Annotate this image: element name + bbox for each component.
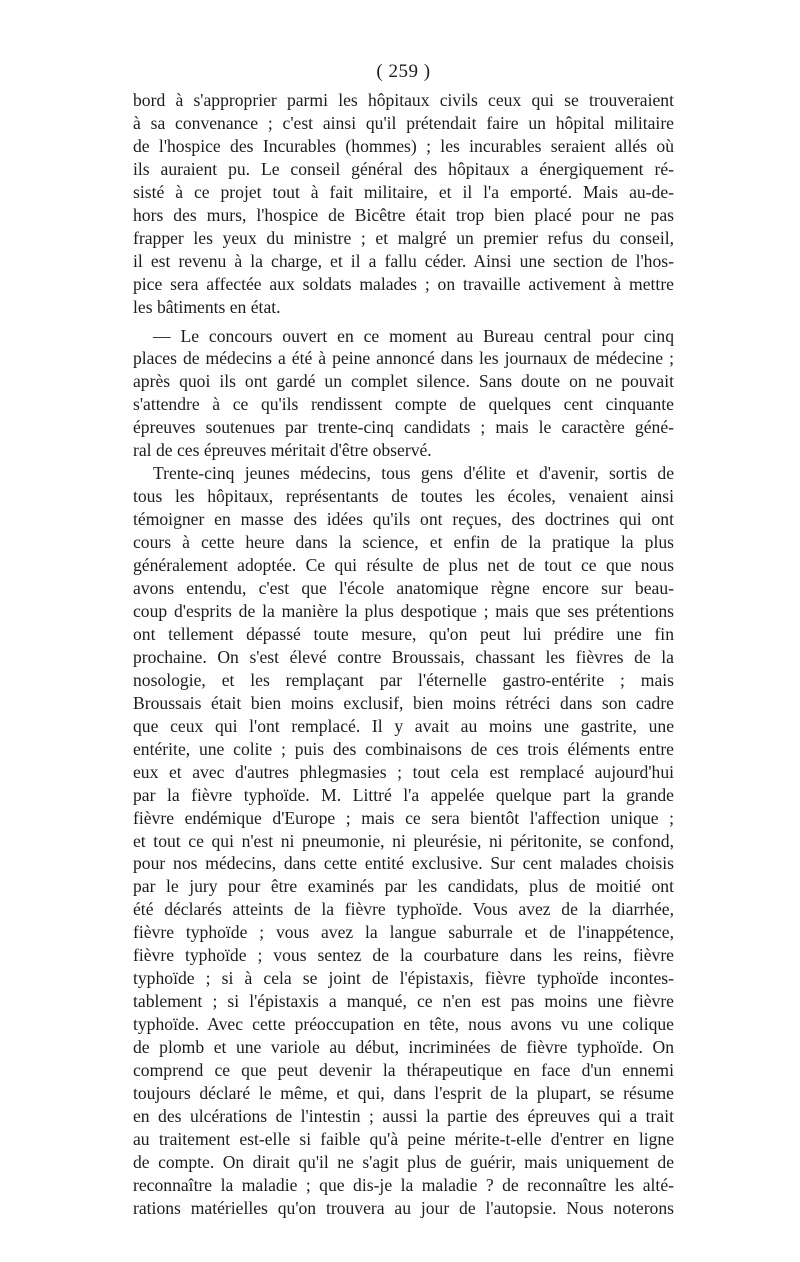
text-line: pice sera affectée aux soldats malades ; on travaille activement à mettre — [133, 273, 674, 294]
book-page — [133, 58, 674, 1220]
text-line: témoigner en masse des idées qu'ils ont reçues, des doctrines qui ont — [133, 509, 674, 530]
text-line: places de médecins a été à peine annoncé dans les journaux de médecine ; — [133, 348, 674, 369]
text-line: Broussais était bien moins exclusif, bien moins rétréci dans son cadre — [133, 692, 674, 713]
text-line: épreuves soutenues par trente-cinq candidats ; mais le caractère géné- — [133, 417, 674, 438]
text-line: après quoi ils ont gardé un complet silence. Sans doute on ne pouvait — [133, 371, 674, 392]
text-line: coup d'esprits de la manière la plus despotique ; mais que ses prétentions — [133, 600, 674, 621]
text-line: avons entendu, c'est que l'école anatomique règne encore sur beau- — [133, 578, 674, 599]
text-line: que ceux qui l'ont remplacé. Il y avait au moins une gastrite, une — [133, 715, 674, 736]
text-line: typhoïde ; si à cela se joint de l'épistaxis, fièvre typhoïde incontes- — [133, 968, 674, 989]
text-line: de plomb et une variole au début, incriminées de fièvre typhoïde. On — [133, 1037, 674, 1058]
text-line: bord à s'approprier parmi les hôpitaux civils ceux qui se trouveraient — [133, 90, 674, 110]
text-line: et tout ce qui n'est ni pneumonie, ni pleurésie, ni péritonite, se confond, — [133, 830, 674, 851]
text-line: cours à cette heure dans la science, et enfin de la pratique la plus — [133, 532, 674, 553]
text-line: sisté à ce projet tout à fait militaire, et il l'a emporté. Mais au-de- — [133, 181, 674, 202]
text-line: fièvre endémique d'Europe ; mais ce sera bientôt l'affection unique ; — [133, 807, 674, 828]
text-line: il est revenu à la charge, et il a fallu céder. Ainsi une section de l'hos- — [133, 250, 674, 271]
text-line: reconnaître la maladie ; que dis-je la maladie ? de reconnaître les alté- — [133, 1174, 674, 1195]
text-line: pour nos médecins, dans cette entité exclusive. Sur cent malades choisis — [133, 853, 674, 874]
text-line: fièvre typhoïde ; vous sentez de la courbature dans les reins, fièvre — [133, 945, 674, 966]
text-line: ral de ces épreuves méritait d'être observé. — [133, 440, 432, 461]
text-line: tous les hôpitaux, représentants de toutes les écoles, venaient ainsi — [133, 486, 674, 507]
text-line: fièvre typhoïde ; vous avez la langue saburrale et de l'inappétence, — [133, 922, 674, 943]
text-line: typhoïde. Avec cette préoccupation en tête, nous avons vu une colique — [133, 1014, 674, 1035]
text-line: Trente-cinq jeunes médecins, tous gens d'élite et d'avenir, sortis de — [153, 463, 674, 484]
text-line: généralement adoptée. Ce qui résulte de plus net de tout ce que nous — [133, 555, 674, 576]
text-line: hors des murs, l'hospice de Bicêtre était trop bien placé pour ne pas — [133, 204, 674, 225]
text-line: entérite, une colite ; puis des combinaisons de ces trois éléments entre — [133, 738, 674, 759]
text-line: été déclarés atteints de la fièvre typhoïde. Vous avez de la diarrhée, — [133, 899, 674, 920]
text-line: prochaine. On s'est élevé contre Broussais, chassant les fièvres de la — [133, 646, 674, 667]
paragraph-hospitals — [133, 89, 674, 319]
text-line: comprend ce que peut devenir la thérapeutique en face d'un ennemi — [133, 1060, 674, 1081]
text-line: toujours déclaré le même, et qui, dans l'esprit de la plupart, se résume — [133, 1082, 674, 1103]
text-line: frapper les yeux du ministre ; et malgré un premier refus du conseil, — [133, 227, 674, 248]
text-line: ils auraient pu. Le conseil général des hôpitaux a énergiquement ré- — [133, 158, 674, 179]
text-line: de l'hospice des Incurables (hommes) ; les incurables seraient allés où — [133, 135, 674, 156]
text-line: ont tellement dépassé toute mesure, qu'on peut lui prédire une fin — [133, 623, 674, 644]
text-line: s'attendre à ce qu'ils rendissent compte de quelques cent cinquante — [133, 394, 674, 415]
text-line: par la fièvre typhoïde. M. Littré l'a appelée quelque part la grande — [133, 784, 674, 805]
text-line: — Le concours ouvert en ce moment au Bureau central pour cinq — [153, 325, 674, 346]
text-line: les bâtiments en état. — [133, 296, 281, 317]
text-line: rations matérielles qu'on trouvera au jour de l'autopsie. Nous noterons — [133, 1197, 674, 1218]
text-line: eux et avec d'autres phlegmasies ; tout cela est remplacé aujourd'hui — [133, 761, 674, 782]
text-line: à sa convenance ; c'est ainsi qu'il prétendait faire un hôpital militaire — [133, 112, 674, 133]
text-line: tablement ; si l'épistaxis a manqué, ce n'en est pas moins une fièvre — [133, 991, 674, 1012]
text-line: en des ulcérations de l'intestin ; aussi la partie des épreuves qui a trait — [133, 1105, 674, 1126]
page-number: ( 259 ) — [376, 61, 431, 82]
paragraph-candidates — [133, 462, 674, 1219]
text-line: de compte. On dirait qu'il ne s'agit plus de guérir, mais uniquement de — [133, 1151, 674, 1172]
paragraph-concours — [133, 325, 674, 463]
text-line: nosologie, et les remplaçant par l'éternelle gastro-entérite ; mais — [133, 669, 674, 690]
text-line: au traitement est-elle si faible qu'à peine mérite-t-elle d'entrer en ligne — [133, 1128, 674, 1149]
text-line: par le jury pour être examinés par les candidats, plus de moitié ont — [133, 876, 674, 897]
